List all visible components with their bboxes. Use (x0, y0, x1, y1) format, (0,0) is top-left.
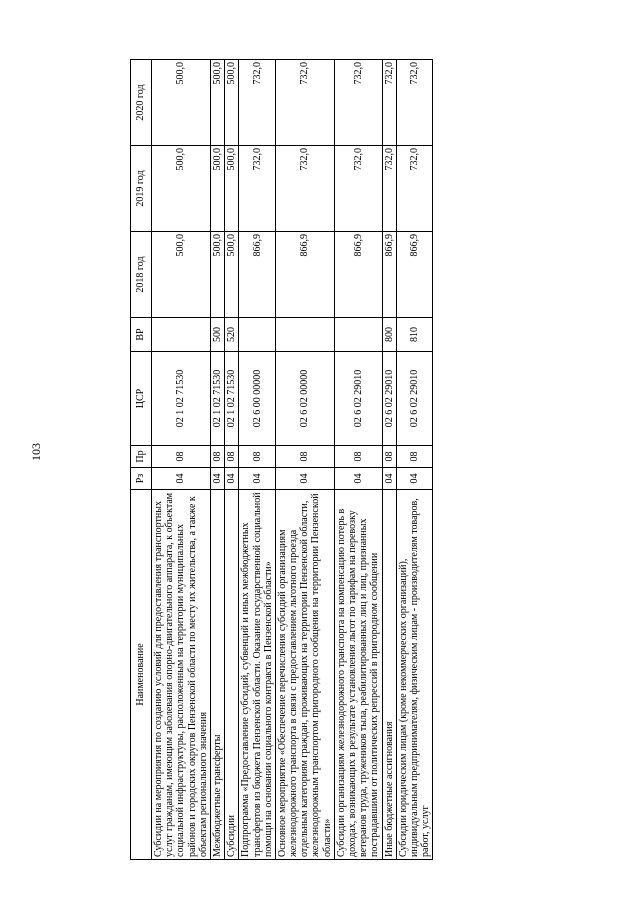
header-vr: ВР (131, 318, 152, 352)
cell-2020: 732,0 (239, 60, 276, 146)
header-rz: Рз (131, 468, 152, 490)
cell-rz: 04 (225, 468, 239, 490)
cell-2020: 500,0 (152, 60, 211, 146)
cell-2018: 500,0 (225, 232, 239, 318)
cell-pr: 08 (152, 446, 211, 468)
table-header-row (131, 60, 152, 860)
cell-2018: 866,9 (239, 232, 276, 318)
cell-pr: 08 (239, 446, 276, 468)
cell-csr: 02 6 02 29010 (396, 352, 433, 446)
cell-pr: 08 (396, 446, 433, 468)
cell-csr: 02 6 02 00000 (275, 352, 334, 446)
table-row (239, 60, 276, 860)
cell-csr: 02 1 02 71530 (225, 352, 239, 446)
table-row (382, 60, 396, 860)
cell-2020: 732,0 (382, 60, 396, 146)
cell-2020: 500,0 (225, 60, 239, 146)
cell-pr: 08 (275, 446, 334, 468)
cell-csr: 02 6 02 29010 (334, 352, 382, 446)
header-csr: ЦСР (131, 352, 152, 446)
cell-name: Субсидии (225, 490, 239, 860)
cell-pr: 08 (210, 446, 224, 468)
header-pr: Пр (131, 446, 152, 468)
header-2020: 2020 год (131, 60, 152, 146)
cell-rz: 04 (334, 468, 382, 490)
cell-vr: 800 (382, 318, 396, 352)
cell-name: Основное мероприятие «Обеспечение перечисления субсидий организациям железнодорожного транспорта в связи с предоставлением льготного проезда отдельным категориям граждан, проживающих на территории Пензенской области, железнодорожным транспортом пригородного сообщения на территории Пензенской области» (275, 490, 334, 860)
cell-csr: 02 1 02 71530 (210, 352, 224, 446)
cell-2020: 732,0 (275, 60, 334, 146)
cell-pr: 08 (225, 446, 239, 468)
cell-vr (152, 318, 211, 352)
cell-vr: 520 (225, 318, 239, 352)
cell-2020: 732,0 (334, 60, 382, 146)
table-row (275, 60, 334, 860)
cell-pr: 08 (382, 446, 396, 468)
cell-2018: 500,0 (152, 232, 211, 318)
cell-2018: 866,9 (382, 232, 396, 318)
cell-2018: 866,9 (275, 232, 334, 318)
cell-2019: 732,0 (382, 146, 396, 232)
cell-name: Субсидии на мероприятия по созданию условий для предоставления транспортных услуг гражданам, имеющим заболевания опорно-двигательного аппарата, к объектам социальной инфраструктуры, расположенным на территории муниципальных районов и городских округов Пензенской области по месту их жительства, а также к объектам регионального значения (152, 490, 211, 860)
cell-2020: 500,0 (210, 60, 224, 146)
cell-rz: 04 (275, 468, 334, 490)
table-row (210, 60, 224, 860)
cell-rz: 04 (382, 468, 396, 490)
table-row (152, 60, 211, 860)
cell-vr (334, 318, 382, 352)
cell-2018: 866,9 (334, 232, 382, 318)
cell-vr (239, 318, 276, 352)
cell-csr: 02 1 02 71530 (152, 352, 211, 446)
cell-name: Подпрограмма «Предоставление субсидий, субвенций и иных межбюджетных трансфертов из бюджета Пензенской области. Оказание государственной социальной помощи на основании социального контракта в Пензенской области» (239, 490, 276, 860)
table-row (225, 60, 239, 860)
rotated-table-container (130, 60, 580, 860)
cell-2019: 500,0 (225, 146, 239, 232)
table-row (396, 60, 433, 860)
cell-name: Иные бюджетные ассигнования (382, 490, 396, 860)
cell-2019: 500,0 (210, 146, 224, 232)
header-2019: 2019 год (131, 146, 152, 232)
cell-csr: 02 6 00 00000 (239, 352, 276, 446)
cell-vr (275, 318, 334, 352)
table-row (334, 60, 382, 860)
cell-name: Межбюджетные трансферты (210, 490, 224, 860)
header-2018: 2018 год (131, 232, 152, 318)
cell-rz: 04 (239, 468, 276, 490)
cell-2019: 732,0 (275, 146, 334, 232)
cell-vr: 500 (210, 318, 224, 352)
cell-name: Субсидии юридическим лицам (кроме некоммерческих организаций), индивидуальным предпринимателям, физическим лицам - производителям товаров, работ, услуг (396, 490, 433, 860)
cell-2018: 500,0 (210, 232, 224, 318)
cell-rz: 04 (396, 468, 433, 490)
cell-2019: 732,0 (239, 146, 276, 232)
page-number: 103 (29, 443, 43, 461)
cell-vr: 810 (396, 318, 433, 352)
header-name: Наименование (131, 490, 152, 860)
cell-2019: 732,0 (334, 146, 382, 232)
cell-2019: 500,0 (152, 146, 211, 232)
cell-2020: 732,0 (396, 60, 433, 146)
cell-2018: 866,9 (396, 232, 433, 318)
cell-rz: 04 (210, 468, 224, 490)
cell-rz: 04 (152, 468, 211, 490)
budget-table (130, 59, 433, 860)
cell-2019: 732,0 (396, 146, 433, 232)
cell-csr: 02 6 02 29010 (382, 352, 396, 446)
cell-name: Субсидии организациям железнодорожного транспорта на компенсацию потерь в доходах, возникающих в результате установления льгот по тарифам на перевозку ветеранов труда, тружеников тыла, реабилитированных лиц и лиц, признанных пострадавшими от политических репрессий в пригородном сообщении (334, 490, 382, 860)
cell-pr: 08 (334, 446, 382, 468)
